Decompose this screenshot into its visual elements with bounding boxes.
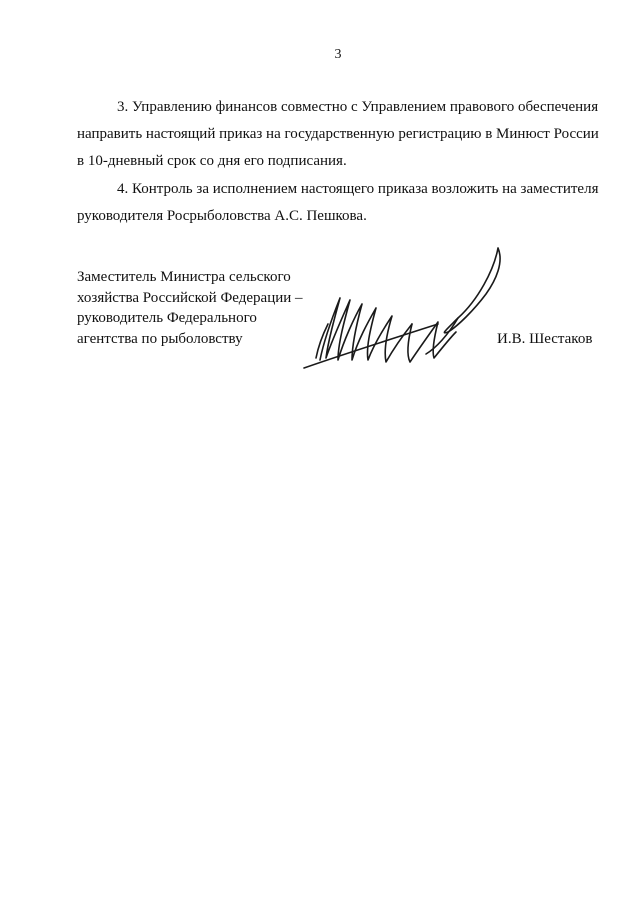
paragraph-line: руководителя Росрыболовства А.С. Пешкова. [77,208,367,224]
handwritten-signature [298,240,518,372]
signatory-name: И.В. Шестаков [497,331,593,347]
paragraph-line: 4. Контроль за исполнением настоящего приказа возложить на заместителя [117,181,599,197]
page-number: 3 [334,47,342,62]
signatory-position [77,267,303,349]
signatory-position-line: руководитель Федерального [77,310,257,326]
paragraph-4 [77,176,605,230]
signatory-position-line: агентства по рыболовству [77,330,243,347]
paragraph-3 [77,94,605,175]
signatory-position-line: Заместитель Министра сельского [77,269,291,285]
signatory-position-line: хозяйства Российской Федерации – [77,289,303,306]
paragraph-line: 3. Управлению финансов совместно с Управлением правового обеспечения [117,99,599,115]
paragraph-line: направить настоящий приказ на государственную регистрацию в Минюст России [77,126,599,142]
paragraph-line: в 10-дневный срок со дня его подписания. [77,153,347,169]
